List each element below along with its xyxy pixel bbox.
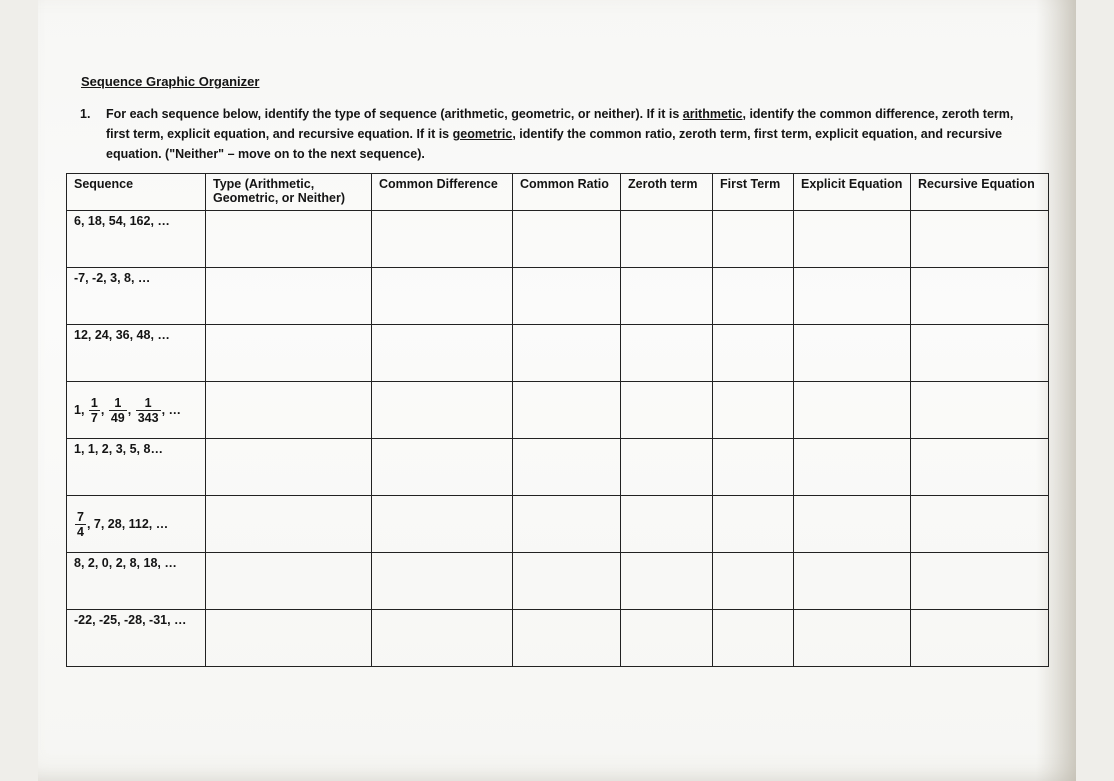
table-row (67, 496, 1049, 553)
seq-separator: , (100, 403, 105, 417)
answer-cell-common-ratio[interactable] (513, 439, 621, 496)
answer-cell-explicit-equation[interactable] (794, 439, 911, 496)
answer-cell-common-ratio[interactable] (513, 325, 621, 382)
instruction-geometric: geometric (452, 127, 513, 141)
instruction-part1: For each sequence below, identify the type of sequence (arithmetic, geometric, or neither). If it is (106, 107, 683, 121)
answer-cell-zeroth-term[interactable] (621, 496, 713, 553)
table-row (67, 610, 1049, 667)
answer-cell-first-term[interactable] (713, 382, 794, 439)
sequence-cell: 6, 18, 54, 162, … (67, 211, 206, 268)
answer-cell-recursive-equation[interactable] (911, 553, 1049, 610)
seq-tail: , … (161, 403, 182, 417)
answer-cell-common-ratio[interactable] (513, 211, 621, 268)
answer-cell-recursive-equation[interactable] (911, 325, 1049, 382)
answer-cell-zeroth-term[interactable] (621, 439, 713, 496)
answer-cell-recursive-equation[interactable] (911, 496, 1049, 553)
fraction-1-49 (109, 396, 127, 425)
fraction-denominator: 7 (90, 410, 98, 425)
answer-cell-type[interactable] (206, 553, 372, 610)
answer-cell-explicit-equation[interactable] (794, 268, 911, 325)
answer-cell-type[interactable] (206, 268, 372, 325)
header-common-ratio: Common Ratio (513, 174, 621, 211)
fraction-numerator: 7 (77, 509, 84, 524)
worksheet-title: Sequence Graphic Organizer (81, 74, 260, 89)
fraction-7-4 (75, 510, 86, 539)
answer-cell-type[interactable] (206, 382, 372, 439)
answer-cell-explicit-equation[interactable] (794, 382, 911, 439)
answer-cell-recursive-equation[interactable] (911, 439, 1049, 496)
table-row (67, 439, 1049, 496)
fraction-numerator: 1 (90, 395, 98, 410)
answer-cell-common-difference[interactable] (372, 211, 513, 268)
sequence-cell: -7, -2, 3, 8, … (67, 268, 206, 325)
answer-cell-type[interactable] (206, 325, 372, 382)
answer-cell-first-term[interactable] (713, 439, 794, 496)
answer-cell-common-ratio[interactable] (513, 610, 621, 667)
table-row (67, 382, 1049, 439)
table-row (67, 553, 1049, 610)
instruction-part3: , identify the common ratio, zeroth term, first term, explicit equation, and recursive equation. ("Neither" – move on to the next sequence). (106, 127, 1003, 161)
answer-cell-common-difference[interactable] (372, 268, 513, 325)
header-recursive-equation: Recursive Equation (911, 174, 1049, 211)
answer-cell-first-term[interactable] (713, 325, 794, 382)
answer-cell-common-ratio[interactable] (513, 268, 621, 325)
answer-cell-zeroth-term[interactable] (621, 268, 713, 325)
answer-cell-common-difference[interactable] (372, 553, 513, 610)
instruction-text (106, 104, 1040, 164)
fraction-numerator: 1 (136, 396, 161, 411)
answer-cell-common-difference[interactable] (372, 496, 513, 553)
table-row (67, 268, 1049, 325)
header-common-difference: Common Difference (372, 174, 513, 211)
answer-cell-type[interactable] (206, 211, 372, 268)
answer-cell-type[interactable] (206, 610, 372, 667)
answer-cell-first-term[interactable] (713, 610, 794, 667)
table-row (67, 325, 1049, 382)
fraction-denominator: 343 (137, 410, 159, 425)
answer-cell-explicit-equation[interactable] (794, 211, 911, 268)
answer-cell-common-ratio[interactable] (513, 553, 621, 610)
header-explicit-equation: Explicit Equation (794, 174, 911, 211)
answer-cell-recursive-equation[interactable] (911, 610, 1049, 667)
seq-tail: , 7, 28, 112, … (86, 517, 169, 531)
fraction-1-343 (136, 396, 161, 425)
answer-cell-common-difference[interactable] (372, 382, 513, 439)
seq-separator: , (127, 403, 132, 417)
answer-cell-explicit-equation[interactable] (794, 553, 911, 610)
header-first-term: First Term (713, 174, 794, 211)
sequence-cell: 12, 24, 36, 48, … (67, 325, 206, 382)
answer-cell-first-term[interactable] (713, 553, 794, 610)
sequence-cell-fractions (67, 496, 206, 553)
fraction-1-7 (89, 396, 100, 425)
header-zeroth-term: Zeroth term (621, 174, 713, 211)
fraction-numerator: 1 (109, 396, 127, 411)
sequence-cell-fractions (67, 382, 206, 439)
answer-cell-recursive-equation[interactable] (911, 211, 1049, 268)
answer-cell-common-difference[interactable] (372, 439, 513, 496)
sequence-organizer-table (66, 173, 1049, 667)
answer-cell-common-ratio[interactable] (513, 496, 621, 553)
answer-cell-first-term[interactable] (713, 268, 794, 325)
answer-cell-recursive-equation[interactable] (911, 382, 1049, 439)
sequence-cell: 1, 1, 2, 3, 5, 8… (67, 439, 206, 496)
instruction-arithmetic: arithmetic (682, 107, 743, 121)
table-row (67, 211, 1049, 268)
answer-cell-common-difference[interactable] (372, 610, 513, 667)
header-type: Type (Arithmetic, Geometric, or Neither) (206, 174, 372, 211)
answer-cell-common-difference[interactable] (372, 325, 513, 382)
answer-cell-zeroth-term[interactable] (621, 610, 713, 667)
instruction-number: 1. (80, 107, 91, 121)
answer-cell-first-term[interactable] (713, 211, 794, 268)
seq-lead: 1, (74, 403, 85, 417)
header-sequence: Sequence (67, 174, 206, 211)
answer-cell-type[interactable] (206, 496, 372, 553)
fraction-denominator: 49 (110, 410, 125, 425)
answer-cell-zeroth-term[interactable] (621, 325, 713, 382)
answer-cell-explicit-equation[interactable] (794, 610, 911, 667)
answer-cell-zeroth-term[interactable] (621, 382, 713, 439)
fraction-denominator: 4 (77, 524, 84, 539)
answer-cell-common-ratio[interactable] (513, 382, 621, 439)
answer-cell-recursive-equation[interactable] (911, 268, 1049, 325)
instructions (80, 104, 1040, 164)
answer-cell-type[interactable] (206, 439, 372, 496)
answer-cell-explicit-equation[interactable] (794, 325, 911, 382)
instruction-part2: , identify the common difference, zeroth term, first term, explicit equation, and recursive equation. If it is (106, 107, 1014, 141)
answer-cell-zeroth-term[interactable] (621, 211, 713, 268)
table-header-row (67, 174, 1049, 211)
answer-cell-zeroth-term[interactable] (621, 553, 713, 610)
answer-cell-explicit-equation[interactable] (794, 496, 911, 553)
answer-cell-first-term[interactable] (713, 496, 794, 553)
sequence-cell: 8, 2, 0, 2, 8, 18, … (67, 553, 206, 610)
sequence-cell: -22, -25, -28, -31, … (67, 610, 206, 667)
